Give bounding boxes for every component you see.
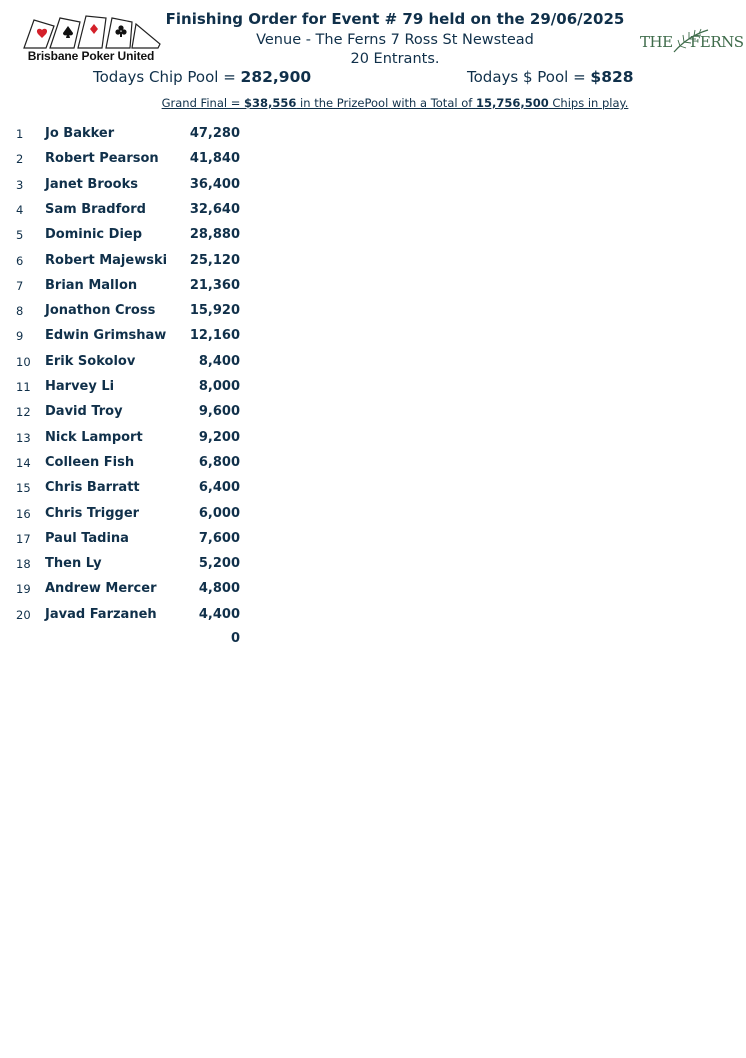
result-row bbox=[0, 350, 300, 370]
result-chips: 8,400 bbox=[198, 353, 240, 369]
result-player-name: Erik Sokolov bbox=[45, 353, 136, 369]
result-player-name: Chris Trigger bbox=[45, 505, 140, 521]
result-row bbox=[0, 451, 300, 471]
result-row bbox=[0, 147, 300, 167]
result-chips: 6,800 bbox=[198, 454, 240, 470]
result-row bbox=[0, 249, 300, 269]
chip-pool-value: 282,900 bbox=[240, 68, 312, 86]
result-position: 13 bbox=[16, 430, 31, 445]
grand-final-line bbox=[0, 96, 746, 110]
result-chips: 6,000 bbox=[198, 505, 240, 521]
result-position: 2 bbox=[16, 152, 24, 167]
result-position: 11 bbox=[16, 380, 31, 394]
result-player-name: Javad Farzaneh bbox=[45, 606, 157, 622]
logo-brand-text: Brisbane Poker United bbox=[27, 49, 155, 63]
grand-final-total-chips: 15,756,500 bbox=[475, 96, 549, 110]
result-chips: 21,360 bbox=[189, 277, 240, 293]
result-chips: 12,160 bbox=[189, 328, 240, 344]
result-chips: 15,920 bbox=[189, 303, 240, 319]
result-row bbox=[0, 552, 300, 572]
the-ferns-logo bbox=[640, 28, 744, 54]
result-row bbox=[0, 299, 300, 319]
chips-total: 0 bbox=[230, 631, 240, 646]
the-ferns-logo-text-the: THE bbox=[640, 33, 673, 51]
result-position: 5 bbox=[16, 228, 24, 243]
result-player-name: Chris Barratt bbox=[45, 480, 140, 496]
result-row bbox=[0, 173, 300, 193]
grand-final-prize-pool: $38,556 bbox=[244, 96, 297, 110]
dollar-pool-label: Todays $ Pool = bbox=[467, 68, 591, 86]
result-chips: 47,280 bbox=[189, 126, 240, 141]
result-chips: 41,840 bbox=[189, 151, 240, 167]
result-chips: 36,400 bbox=[189, 176, 240, 192]
result-player-name: Janet Brooks bbox=[45, 176, 138, 192]
result-player-name: Jonathon Cross bbox=[45, 303, 156, 319]
result-position: 17 bbox=[16, 531, 31, 546]
result-chips: 5,200 bbox=[198, 556, 240, 572]
dollar-pool bbox=[467, 68, 634, 86]
result-row bbox=[0, 122, 300, 142]
result-chips: 28,880 bbox=[189, 227, 240, 243]
result-position: 7 bbox=[16, 278, 24, 293]
result-player-name: Sam Bradford bbox=[45, 201, 146, 217]
grand-final-middle: in the PrizePool with a Total of bbox=[296, 96, 476, 110]
result-row bbox=[0, 502, 300, 522]
chip-pool-label: Todays Chip Pool = bbox=[93, 68, 241, 86]
entrants-count: 20 Entrants. bbox=[350, 51, 440, 67]
result-position: 9 bbox=[16, 329, 24, 344]
result-player-name: Jo Bakker bbox=[45, 126, 115, 141]
result-chips: 9,200 bbox=[198, 429, 240, 445]
result-position: 12 bbox=[16, 405, 31, 420]
result-row bbox=[0, 426, 300, 446]
result-position: 20 bbox=[16, 607, 31, 622]
dollar-pool-value: $828 bbox=[590, 68, 634, 86]
result-player-name: Robert Pearson bbox=[45, 151, 159, 167]
result-player-name: Brian Mallon bbox=[45, 277, 138, 293]
result-position: 8 bbox=[16, 304, 24, 319]
result-row bbox=[0, 223, 300, 243]
grand-final-suffix: Chips in play. bbox=[548, 96, 629, 110]
result-player-name: Nick Lamport bbox=[45, 429, 143, 445]
result-player-name: Robert Majewski bbox=[45, 252, 168, 268]
result-chips: 7,600 bbox=[198, 530, 240, 546]
result-position: 4 bbox=[16, 202, 24, 217]
result-position: 10 bbox=[16, 354, 31, 369]
result-player-name: Dominic Diep bbox=[45, 227, 143, 243]
result-player-name: David Troy bbox=[45, 404, 123, 420]
result-chips: 4,800 bbox=[198, 581, 240, 597]
result-position: 16 bbox=[16, 506, 31, 521]
chip-pool bbox=[93, 68, 311, 86]
result-row bbox=[0, 476, 300, 496]
result-chips: 25,120 bbox=[189, 252, 240, 268]
result-player-name: Then Ly bbox=[45, 556, 102, 572]
result-row bbox=[0, 375, 300, 395]
result-player-name: Colleen Fish bbox=[45, 454, 135, 470]
result-player-name: Edwin Grimshaw bbox=[45, 328, 167, 344]
result-row bbox=[0, 198, 300, 218]
result-chips: 6,400 bbox=[198, 480, 240, 496]
result-position: 14 bbox=[16, 455, 31, 470]
brisbane-poker-united-logo bbox=[20, 14, 162, 66]
result-row bbox=[0, 577, 300, 597]
result-chips: 8,000 bbox=[198, 379, 240, 394]
event-title: Finishing Order for Event # 79 held on the 29/06/2025 bbox=[165, 10, 625, 28]
result-player-name: Andrew Mercer bbox=[45, 581, 157, 597]
result-row bbox=[0, 527, 300, 547]
result-chips: 9,600 bbox=[198, 404, 240, 420]
result-row bbox=[0, 274, 300, 294]
result-position: 3 bbox=[16, 177, 24, 192]
result-position: 15 bbox=[16, 481, 31, 496]
result-chips: 4,400 bbox=[198, 606, 240, 622]
result-player-name: Paul Tadina bbox=[45, 530, 129, 546]
result-position: 19 bbox=[16, 582, 31, 597]
result-position: 1 bbox=[16, 127, 24, 141]
the-ferns-logo-text-ferns: FERNS bbox=[690, 33, 744, 51]
result-row bbox=[0, 603, 300, 623]
result-position: 18 bbox=[16, 557, 31, 572]
result-position: 6 bbox=[16, 253, 24, 268]
venue-line: Venue - The Ferns 7 Ross St Newstead bbox=[256, 32, 534, 48]
result-row bbox=[0, 324, 300, 344]
playing-cards-icon bbox=[20, 14, 162, 50]
result-player-name: Harvey Li bbox=[45, 379, 115, 394]
result-chips: 32,640 bbox=[189, 201, 240, 217]
result-row bbox=[0, 400, 300, 420]
grand-final-prefix: Grand Final = bbox=[161, 96, 245, 110]
